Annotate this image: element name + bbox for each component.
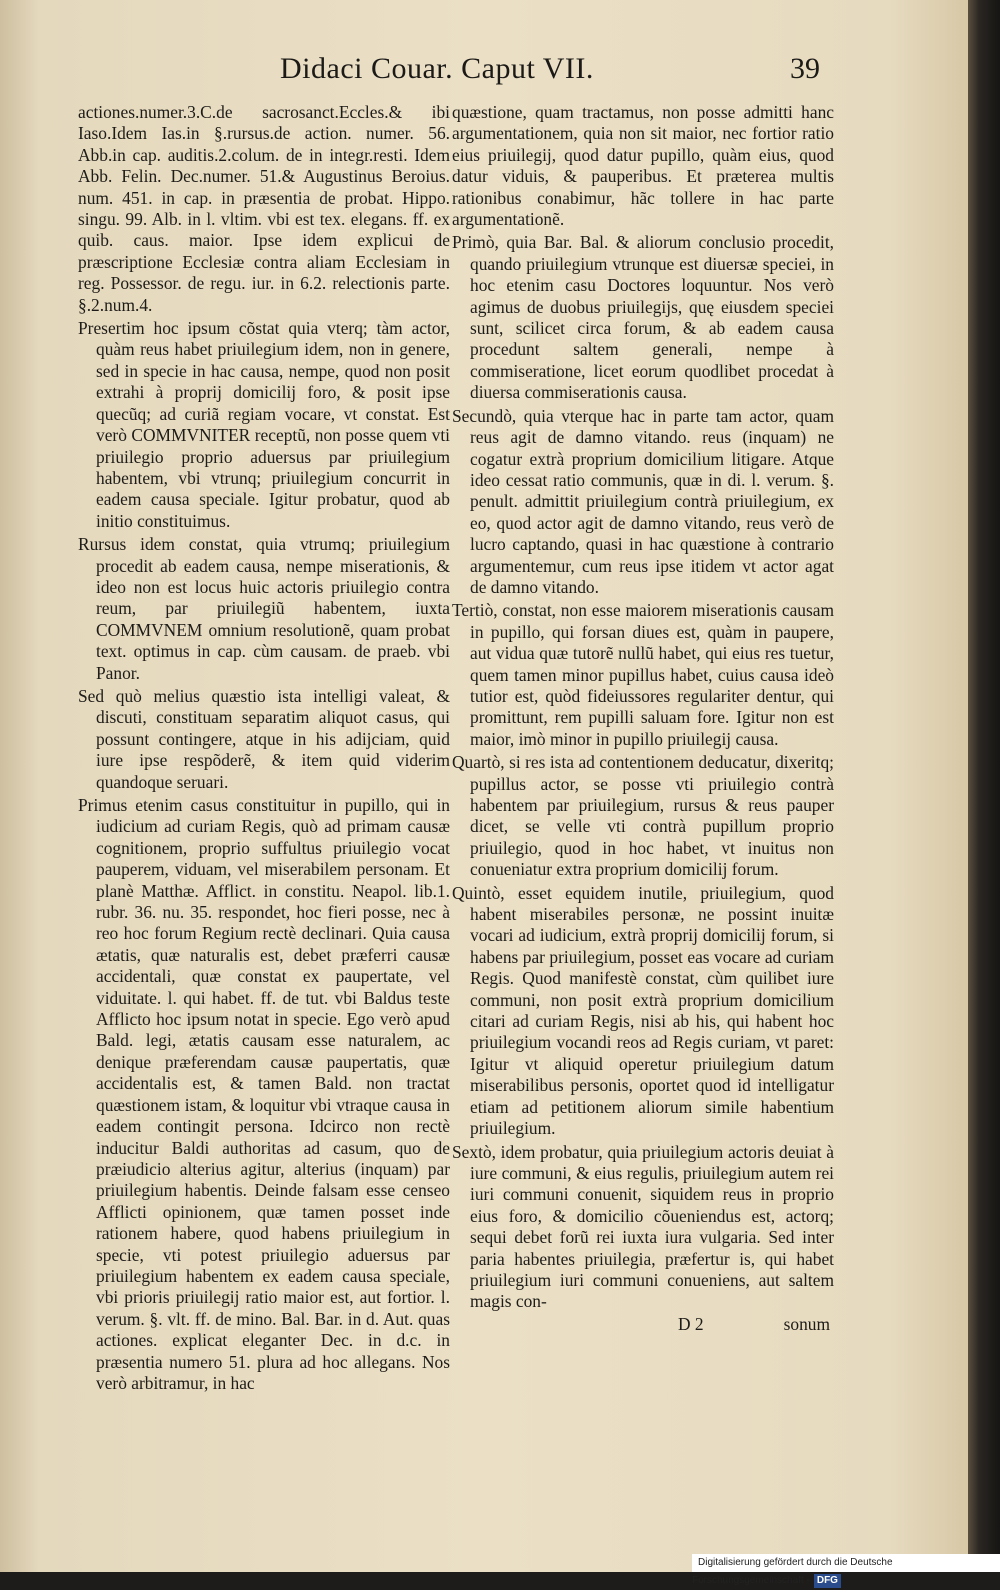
paragraph: Quartò, si res ista ad contentionem deducatur, dixeritq; pupillus actor, se posse vti priuilegio contrà habentem par priuilegium, rursus & reus pauper dicet, se velle vti contrà pupillum proprio priuilegio, quod in hoc habet, vt inuitus non conueniatur extra proprium domicilij forum. [452, 752, 834, 880]
dfg-logo-icon: DFG [814, 1574, 841, 1588]
right-column [452, 102, 834, 1315]
digitization-footer [692, 1554, 1000, 1586]
paragraph: Secundò, quia vterque hac in parte tam actor, quam reus agit de damno vitando. reus (inquam) ne cogatur extrà proprium domicilium litigare. Atque ideo cessat ratio communis, quæ in di. l. verum. §. penult. admittit priuilegium contrà priuilegium, ex eo, quod actor agit de damno vitando, reus verò de lucro captando, quasi in hac quæstione à contrario argumentemur, cum reus ipse itidem vt actor agat de damno vitando. [452, 405, 834, 597]
signature-line [452, 1314, 834, 1338]
folio-number: 39 [790, 52, 820, 85]
page-header [0, 52, 968, 98]
paragraph: Sed quò melius quæstio ista intelligi valeat, & discuti, constituam separatim aliquot casus, qui possunt contingere, atque in his adijciam, quid iure ipse respõderẽ, & item quid viderim quandoque seruari. [78, 685, 450, 792]
paragraph: Sextò, idem probatur, quia priuilegium actoris deuiat à iure communi, & eius regulis, priuilegium autem rei iuri communi conuenit, siquidem reus in proprio eius foro, & domicilio cõueniendus est, actorq; sequi debet forũ rei iuxta iura vulgaria. Sed inter paria habentes priuilegia, præfertur is, qui habet priuilegium iuri communi conueniens, aut saltem magis con- [452, 1141, 834, 1312]
paragraph: Tertiò, constat, non esse maiorem miserationis causam in pupillo, qui forsan diues est, quàm in paupere, aut vidua quæ tutorẽ nullũ habet, qui eius res tuetur, quem tamen minor pupillus habet, cuius causa ideò tutior est, quòd fideiussores regulariter dentur, qui promittunt, rem pupilli saluam fore. Igitur non est maior, imò minor in pupillo priuilegij causa. [452, 600, 834, 749]
paragraph: quæstione, quam tractamus, non posse admitti hanc argumentationem, quia non sit maior, nec fortior ratio eius priuilegij, quod datur pupillo, quàm eius, quod datur viduis, & pauperibus. Et præterea multis rationibus conabimur, hãc tollere in hac parte argumentationẽ. [452, 102, 834, 230]
paragraph: actiones.numer.3.C.de sacrosanct.Eccles.& ibi Iaso.Idem Ias.in §.rursus.de action. numer. 56. Abb.in cap. auditis.2.colum. de in integr.resti. Idem Abb. Felin. Dec.numer. 51.& Augustinus Beroius. num. 451. in cap. in præsentia de probat. Hippo. singu. 99. Alb. in l. vltim. vbi est tex. elegans. ff. ex quib. caus. maior. Ipse idem explicui de præscriptione Ecclesiæ contra aliam Ecclesiam in reg. Possessor. de regu. iur. in 6.2. relectionis parte. §.2.num.4. [78, 102, 450, 315]
catchword: sonum [783, 1314, 830, 1334]
paragraph: Rursus idem constat, quia vtrumq; priuilegium procedit ab eadem causa, nempe miserationis, & ideo non est locus huic actoris priuilegio contra reum, par priuilegiũ habentem, iuxta COMMVNEM omnium resolutionẽ, quam probat text. optimus in cap. cùm causam. de praeb. vbi Panor. [78, 534, 450, 683]
signature-mark: D 2 [678, 1314, 704, 1334]
paragraph: Primus etenim casus constituitur in pupillo, qui in iudicium ad curiam Regis, quò ad primam causæ cognitionem, proprio suffultus priuilegio vocat pauperem, viduam, vel miserabilem personam. Et planè Matthæ. Afflict. in constitu. Neapol. lib.1. rubr. 36. nu. 35. respondet, hoc fieri posse, nec à reo hoc forum Regium rectè declinari. Quia causa ætatis, quæ naturalis est, debet præferri causæ accidentali, quæ constat ex paupertate, vel viduitate. l. qui habet. ff. de tut. vbi Baldus teste Afflicto hoc ipsum notat in specie. Ego verò apud Bald. legi, ætatis causam esse naturalem, ac denique præferendam causæ paupertatis, quæ accidentalis est, & tamen Bald. non tractat quæstionem istam, & loquitur vbi vtraque causa in eadem contingit persona. Idcirco non rectè inducitur Baldi authoritas ad casum, quo de præiudicio alterius agitur, alterius (inquam) par priuilegium habentis. Deinde falsam esse censeo Afflicti opinionem, quæ tamen posset inde rationem habere, quod habens priuilegium in specie, vti potest priuilegio aduersus par priuilegium habentem ex eadem causa speciale, vbi prioris priuilegij ratio maior est, aut fortior. l. verum. §. vlt. ff. de mino. Bal. Bar. in d. Aut. quas actiones. explicat eleganter Dec. in d.c. in præsentia numero 51. plura ad hoc allegans. Nos verò arbitramur, in hac [78, 795, 450, 1393]
paragraph: Quintò, esset equidem inutile, priuilegium, quod habent miserabiles personæ, ne possint inuitæ vocari ad iudicium, extrà proprij domicilij forum, si habens par priuilegium, posset eas vocare ad curiam Regis. Quod manifestè constat, cùm quilibet iure communi, non posit extrà proprium domicilium citari ad curiam Regis, nisi ab his, qui habent hoc priuilegium vocandi reos ad Regis curiam, vt paret: Igitur vt aliquid operetur priuilegium datum miserabilibus personis, oportet quod id intelligatur etiam ad petitionem aliorum simile habentium priuilegium. [452, 882, 834, 1139]
left-column [78, 102, 450, 1396]
paragraph: Primò, quia Bar. Bal. & aliorum conclusio procedit, quando priuilegium vtrunque est diuersæ speciei, in hoc etenim casu Doctores loquuntur. Nos verò agimus de duobus priuilegijs, quę eiusdem speciei sunt, scilicet circa forum, & ab eadem causa procedunt saltem generali, nempe à commiseratione, licet eorum quodlibet procedat à diuersa commiserationis causa. [452, 232, 834, 403]
running-title: Didaci Couar. Caput VII. [280, 52, 594, 85]
footer-text: Digitalisierung gefördert durch die Deutsche Forschungsgemeinschaft - [692, 1557, 893, 1586]
book-edge [968, 0, 1000, 1572]
paragraph: Presertim hoc ipsum cõstat quia vterq; tàm actor, quàm reus habet priuilegium idem, non in genere, sed in specie in hac causa, nempe, quod non posit extrahi à proprij domicilij foro, & posit ipse quecũq; ad curiã regiam vocare, vt constat. Est verò COMMVNITER receptũ, non posse quem vti priuilegio proprio aduersus par priuilegium habentem, vbi vtrunq; priuilegium concurrit in eadem causa speciale. Igitur probatur, quod ab initio constituimus. [78, 318, 450, 531]
